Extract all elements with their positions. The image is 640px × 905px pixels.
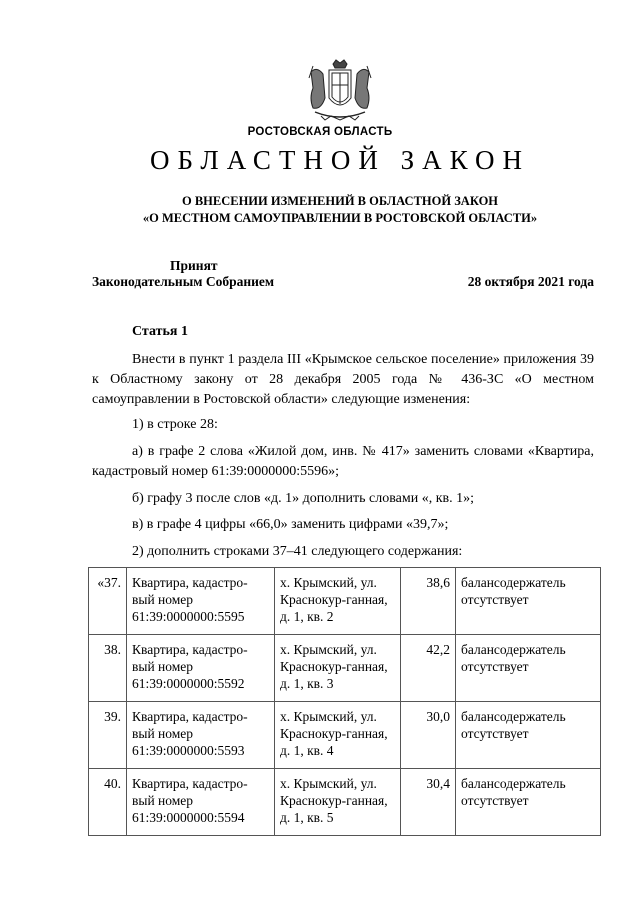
- table-row: [89, 769, 601, 836]
- adoption-date: 28 октября 2021 года: [467, 274, 594, 289]
- law-title: [0, 193, 640, 227]
- row-address: х. Крымский, ул. Краснокур-ганная, д. 1, кв. 5: [275, 769, 401, 836]
- coat-of-arms-icon: [303, 58, 377, 124]
- table-row: [89, 635, 601, 702]
- law-title-line-1: О ВНЕСЕНИИ ИЗМЕНЕНИЙ В ОБЛАСТНОЙ ЗАКОН: [181, 194, 499, 208]
- row-description: Квартира, кадастро-вый номер 61:39:0000000:5592: [127, 635, 275, 702]
- law-title-line-2: «О МЕСТНОМ САМОУПРАВЛЕНИИ В РОСТОВСКОЙ ОБЛАСТИ»: [142, 211, 538, 225]
- row-number: 39.: [89, 702, 127, 769]
- paragraph: 1) в строке 28:: [132, 417, 218, 432]
- row-number: 38.: [89, 635, 127, 702]
- row-description: Квартира, кадастро-вый номер 61:39:0000000:5593: [127, 702, 275, 769]
- table-row: [89, 702, 601, 769]
- paragraph: Внести в пункт 1 раздела III «Крымское сельское поселение» приложения 39 к Областному закону от 28 декабря 2005 года № 436-ЗС «О местном самоуправлении в Ростовской области» следующие изменения:: [92, 352, 594, 407]
- region-name: РОСТОВСКАЯ ОБЛАСТЬ: [247, 126, 393, 138]
- adopted-label: Принят: [170, 258, 218, 273]
- paragraph: 2) дополнить строками 37–41 следующего содержания:: [132, 544, 463, 559]
- document-type: ОБЛАСТНОЙ ЗАКОН: [150, 145, 530, 175]
- row-address: х. Крымский, ул. Краснокур-ганная, д. 1, кв. 4: [275, 702, 401, 769]
- row-holder: балансодержатель отсутствует: [456, 769, 601, 836]
- property-table: [88, 567, 601, 836]
- row-address: х. Крымский, ул. Краснокур-ганная, д. 1, кв. 2: [275, 568, 401, 635]
- paragraph: в) в графе 4 цифры «66,0» заменить цифрами «39,7»;: [132, 517, 449, 532]
- row-holder: балансодержатель отсутствует: [456, 702, 601, 769]
- row-holder: балансодержатель отсутствует: [456, 568, 601, 635]
- adopted-by: Законодательным Собранием: [92, 274, 275, 289]
- row-number: 40.: [89, 769, 127, 836]
- paragraph: а) в графе 2 слова «Жилой дом, инв. № 417» заменить словами «Квартира, кадастровый номер 61:39:0000000:5596»;: [92, 444, 594, 479]
- row-holder: балансодержатель отсутствует: [456, 635, 601, 702]
- row-area: 30,4: [401, 769, 456, 836]
- row-description: Квартира, кадастро-вый номер 61:39:0000000:5594: [127, 769, 275, 836]
- paragraph: б) графу 3 после слов «д. 1» дополнить словами «, кв. 1»;: [132, 491, 475, 506]
- row-area: 30,0: [401, 702, 456, 769]
- row-description: Квартира, кадастро-вый номер 61:39:0000000:5595: [127, 568, 275, 635]
- article-title: Статья 1: [132, 324, 188, 339]
- row-area: 38,6: [401, 568, 456, 635]
- table-row: [89, 568, 601, 635]
- row-address: х. Крымский, ул. Краснокур-ганная, д. 1, кв. 3: [275, 635, 401, 702]
- row-area: 42,2: [401, 635, 456, 702]
- row-number: «37.: [89, 568, 127, 635]
